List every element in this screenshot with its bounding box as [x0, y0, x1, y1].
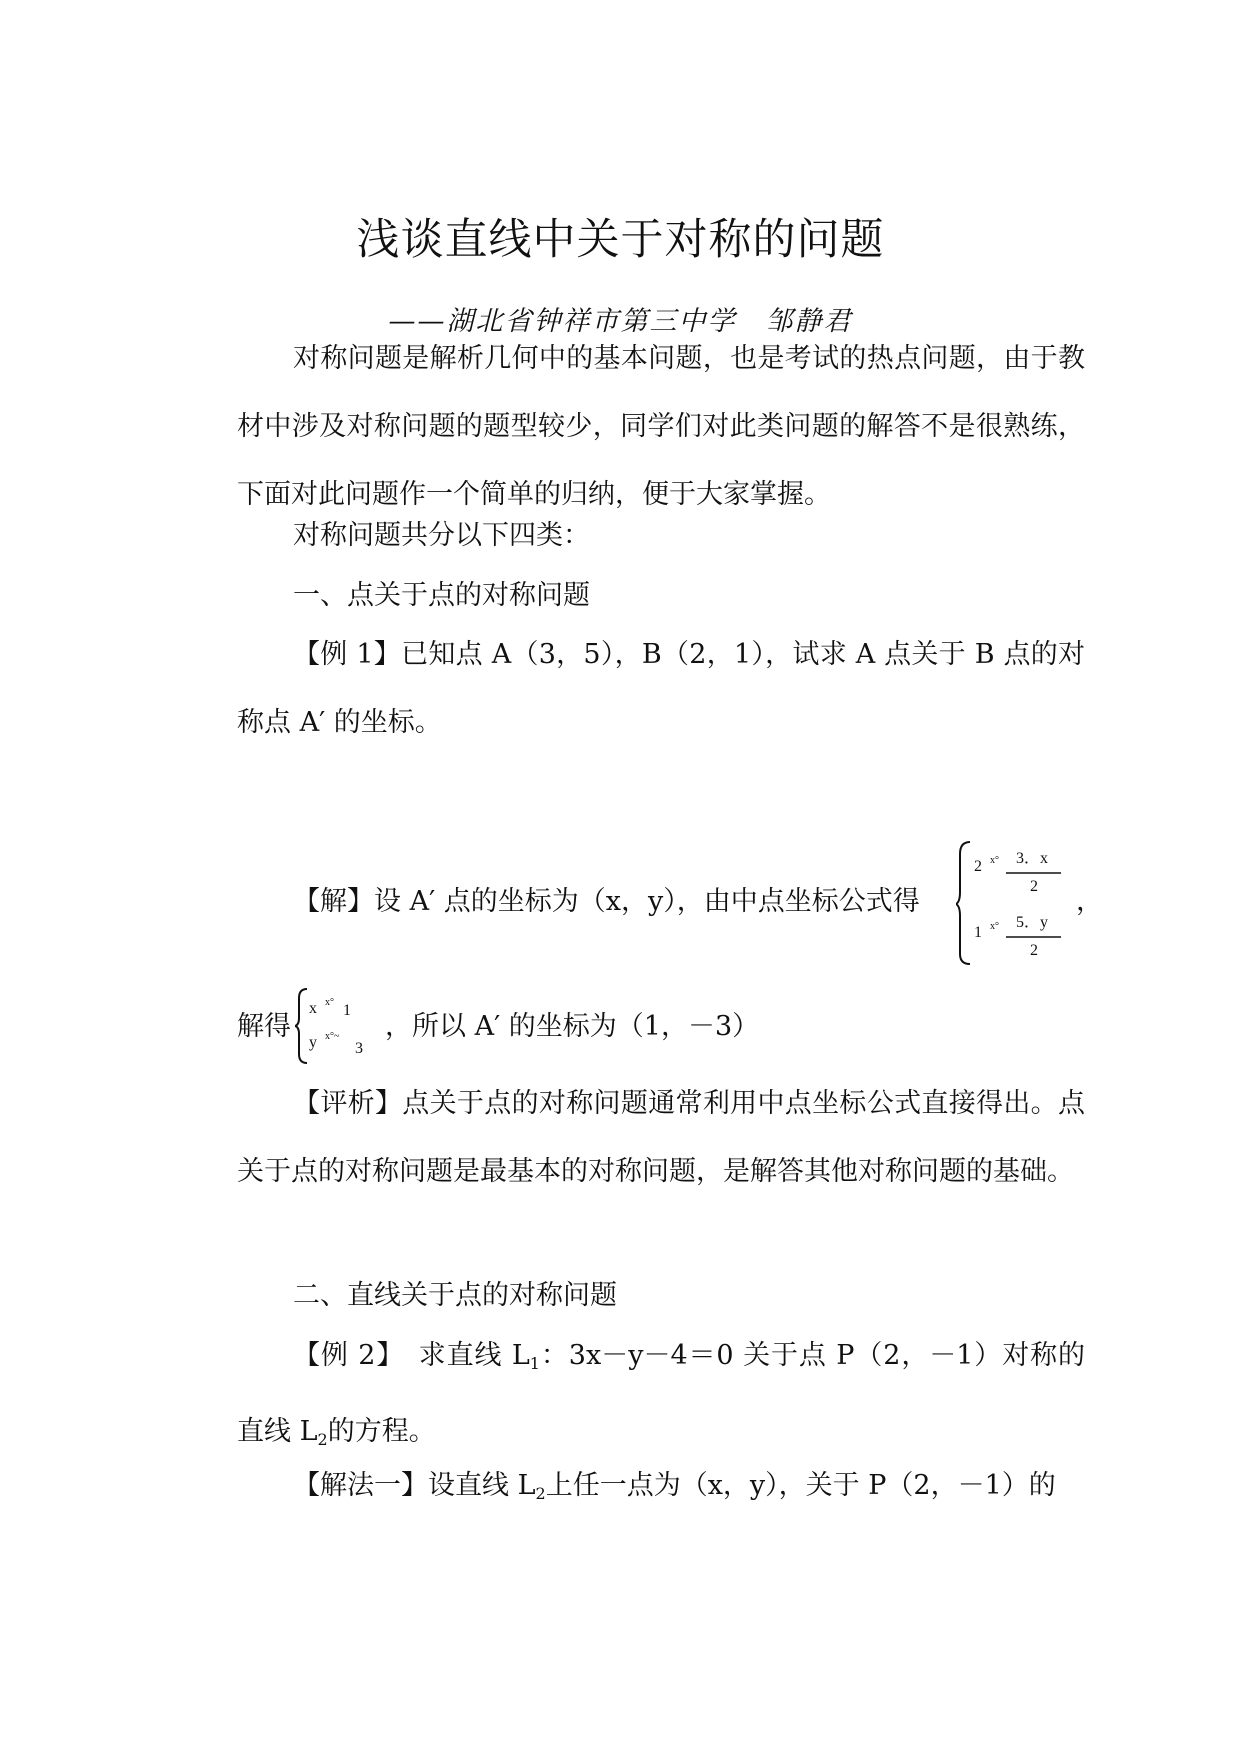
left-brace-icon — [295, 986, 385, 1066]
eq2-row2-val: 3 — [355, 1040, 363, 1057]
eq1-row1-lhs: 2 — [974, 858, 982, 875]
categories-intro: 对称问题共分以下四类： — [293, 520, 590, 551]
document-title: 浅谈直线中关于对称的问题 — [356, 215, 885, 265]
solved-prefix: 解得 — [237, 1011, 291, 1042]
eq2-row1-var: x — [309, 1000, 317, 1017]
comment1-paragraph: 【评析】点关于点的对称问题通常利用中点坐标公式直接得出。点关于点的对称问题是最基本的对称问题，是解答其他对称问题的基础。 — [237, 1088, 1085, 1187]
example2-text-a: 【例 2】 求直线 L — [293, 1340, 530, 1371]
solution1-text: 【解】设 A′ 点的坐标为（x，y），由中点坐标公式得 — [293, 886, 920, 917]
example2-subscript-2: 2 — [317, 1430, 328, 1449]
eq1-row2-sign: x° — [990, 921, 999, 932]
eq1-row2-lhs: 1 — [974, 924, 982, 941]
author-byline: ——湖北省钟祥市第三中学 邹静君 — [388, 306, 853, 337]
eq2-row2-sign: x°~ — [325, 1031, 340, 1042]
intro-paragraph: 对称问题是解析几何中的基本问题，也是考试的热点问题，由于教材中涉及对称问题的题型较少，同学们对此类问题的解答不是很熟练，下面对此问题作一个简单的归纳，便于大家掌握。 — [237, 343, 1085, 510]
section2-heading: 二、直线关于点的对称问题 — [293, 1280, 617, 1311]
example2-text-c: 的方程。 — [327, 1416, 436, 1447]
example1-paragraph: 【例 1】已知点 A（3，5），B（2，1），试求 A 点关于 B 点的对称点 A′ 的坐标。 — [237, 639, 1085, 738]
example2-subscript-1: 1 — [529, 1354, 540, 1373]
eq2-row1-sign: x° — [325, 997, 334, 1008]
method1-paragraph — [237, 1452, 1085, 1528]
equation-system-1 — [956, 838, 1076, 968]
solved-suffix: ，所以 A′ 的坐标为（1，－3） — [385, 1011, 760, 1042]
eq2-row2-var: y — [309, 1034, 317, 1051]
example2-text-b: ：3x－y－4＝0 关于点 P（2，－1）对称的直线 L — [237, 1340, 1086, 1447]
eq1-row1-denominator: 2 — [1030, 878, 1038, 895]
eq2-row1-val: 1 — [343, 1002, 351, 1019]
eq1-row1-numerator: 3．x — [1016, 850, 1049, 867]
method1-subscript: 2 — [535, 1484, 546, 1503]
method1-text-a: 【解法一】设直线 L — [293, 1470, 536, 1501]
eq1-row1-sign: x° — [990, 855, 999, 866]
method1-text-b: 上任一点为（x，y），关于 P（2，－1）的 — [545, 1470, 1056, 1501]
eq1-row2-denominator: 2 — [1030, 942, 1038, 959]
eq1-trailing-comma: ， — [1076, 886, 1103, 917]
eq1-row2-numerator: 5．y — [1016, 914, 1049, 931]
section1-heading: 一、点关于点的对称问题 — [293, 580, 590, 611]
equation-system-2 — [295, 986, 385, 1066]
